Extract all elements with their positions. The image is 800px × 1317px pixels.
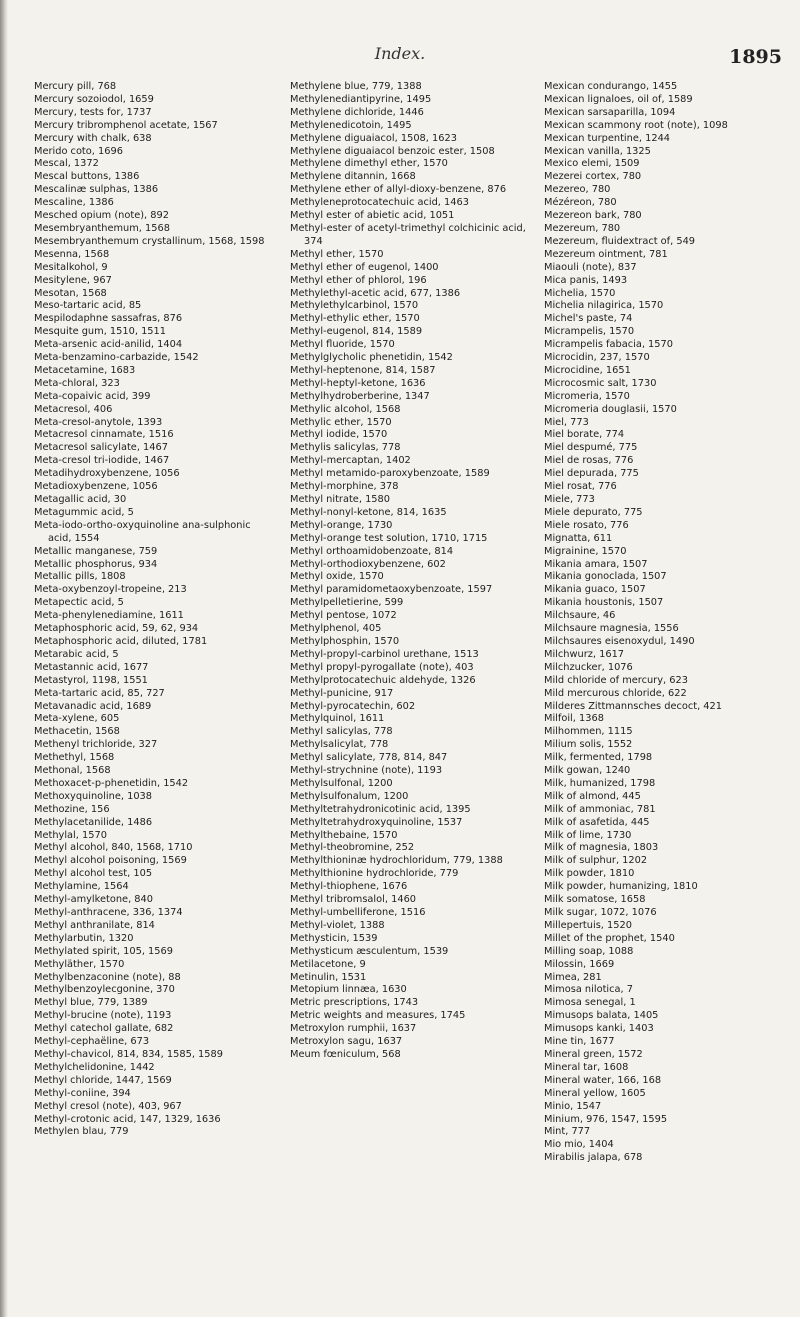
index-entry: Micrampelis fabacia, 1570 (544, 339, 673, 351)
index-entry: Methyl nitrate, 1580 (290, 494, 390, 505)
index-entry: Methyl iodide, 1570 (290, 429, 388, 441)
index-entry: Methyl metamido-paroxybenzoate, 1589 (290, 468, 490, 480)
index-entry: Mikania guaco, 1507 (544, 584, 646, 596)
index-entry: Methyl ether of phlorol, 196 (290, 274, 427, 286)
index-entry: Methyläther, 1570 (34, 958, 125, 970)
index-entry: Meta-xylene, 605 (34, 713, 120, 725)
index-entry: Milk of sulphur, 1202 (544, 855, 648, 867)
index-column-3 (544, 81, 782, 1165)
index-entry: Meso-tartaric acid, 85 (34, 300, 142, 312)
index-entry: Methylthioninæ hydrochloridum, 779, 1388 (290, 855, 503, 867)
index-entry: Metagummic acid, 5 (34, 506, 134, 518)
index-entry: Methylethylcarbinol, 1570 (290, 300, 419, 312)
index-entry: Methylarbutin, 1320 (34, 932, 134, 944)
running-header-title: Index. (374, 44, 426, 63)
index-entry: Methyl pentose, 1072 (290, 610, 397, 622)
index-entry: Miel de rosas, 776 (544, 455, 634, 467)
index-entry: Methylethyl-acetic acid, 677, 1386 (290, 287, 461, 299)
index-entry: Methyl ether, 1570 (290, 248, 384, 260)
index-entry: Mimosa senegal, 1 (544, 997, 636, 1009)
index-entry: Methyl-theobromine, 252 (290, 842, 415, 854)
index-entry: Methyl salicylate, 778, 814, 847 (290, 752, 448, 764)
scan-binding-edge (0, 0, 8, 1317)
index-entry: Mesitylene, 967 (34, 274, 112, 286)
index-entry: Methylthionine hydrochloride, 779 (290, 868, 459, 880)
index-entry: Mexican vanilla, 1325 (544, 145, 651, 157)
index-entry: Millet of the prophet, 1540 (544, 932, 675, 944)
index-entry: Milchsaures eisenoxydul, 1490 (544, 635, 695, 647)
index-column-2 (290, 81, 526, 1062)
index-entry: Metric weights and measures, 1745 (290, 1010, 466, 1022)
index-entry: Merido coto, 1696 (34, 145, 123, 157)
index-entry: Milchsaure, 46 (544, 610, 616, 622)
index-entry: Mezereum, fluidextract of, 549 (544, 235, 696, 247)
index-entry: Methoxyquinoline, 1038 (34, 790, 153, 802)
index-entry: Methyl anthranilate, 814 (34, 919, 155, 931)
index-entry: Mild chloride of mercury, 623 (544, 674, 688, 686)
index-entry: Metagallic acid, 30 (34, 494, 127, 505)
index-entry: Metacresol, 406 (34, 403, 113, 415)
index-entry: Mica panis, 1493 (544, 274, 628, 286)
index-entry: Milk, humanized, 1798 (544, 777, 656, 789)
index-entry: Methylene dichloride, 1446 (290, 106, 424, 118)
index-entry: Miele depurato, 775 (544, 506, 643, 518)
index-entry: Mescaline, 1386 (34, 197, 114, 209)
index-entry: Minio, 1547 (544, 1100, 602, 1112)
index-entry: Methyl cresol (note), 403, 967 (34, 1100, 182, 1112)
index-entry: Metadioxybenzene, 1056 (34, 481, 158, 493)
index-entry: Mexico elemi, 1509 (544, 158, 640, 170)
index-entry: Mézéreon, 780 (544, 197, 617, 209)
index-entry: Methyl blue, 779, 1389 (34, 997, 148, 1009)
index-entry: Methyl-chavicol, 814, 834, 1585, 1589 (34, 1048, 223, 1060)
index-entry: Mineral green, 1572 (544, 1048, 643, 1060)
index-entry: Mescal, 1372 (34, 158, 99, 170)
index-entry: Milossin, 1669 (544, 958, 615, 970)
index-entry: Minium, 976, 1547, 1595 (544, 1113, 668, 1125)
index-entry: Mercury pill, 768 (34, 81, 117, 92)
index-entry: Methylenediantipyrine, 1495 (290, 93, 432, 105)
index-entry: Mineral tar, 1608 (544, 1061, 629, 1073)
index-entry: Methysticum æsculentum, 1539 (290, 945, 449, 957)
index-entry: Methylglycholic phenetidin, 1542 (290, 352, 453, 364)
index-entry: Methozine, 156 (34, 803, 110, 815)
index-entry: Methyl tribromsalol, 1460 (290, 894, 417, 906)
index-entry: Methylsulfonal, 1200 (290, 777, 393, 789)
index-entry: Methylen blau, 779 (34, 1126, 129, 1138)
index-entry: Mezereo, 780 (544, 184, 611, 196)
index-entry: Methyl chloride, 1447, 1569 (34, 1074, 172, 1086)
index-entry: Methylquinol, 1611 (290, 713, 385, 725)
index-entry: Mikania amara, 1507 (544, 558, 648, 570)
index-entry: Milk somatose, 1658 (544, 894, 646, 906)
index-entry: Methylbenzoylecgonine, 370 (34, 984, 175, 996)
index-entry: Milk of lime, 1730 (544, 829, 632, 841)
index-entry: Metavanadic acid, 1689 (34, 700, 152, 712)
index-entry: Miel, 773 (544, 416, 589, 428)
index-entry: Microcosmic salt, 1730 (544, 377, 657, 389)
index-entry: Meta-cresol-anytole, 1393 (34, 416, 163, 428)
index-entry: Metilacetone, 9 (290, 958, 366, 970)
index-entry: Methylamine, 1564 (34, 881, 129, 893)
index-entry: Mineral yellow, 1605 (544, 1087, 646, 1099)
index-entry: Methenyl trichloride, 327 (34, 739, 158, 751)
index-entry: Metaphosphoric acid, 59, 62, 934 (34, 623, 199, 635)
index-entry: Miele, 773 (544, 494, 595, 505)
index-entry: Meta-cresol tri-iodide, 1467 (34, 455, 170, 467)
index-entry: Mesquite gum, 1510, 1511 (34, 326, 167, 338)
index-entry: Metopium linnæa, 1630 (290, 984, 407, 996)
index-entry: Methyl-eugenol, 814, 1589 (290, 326, 423, 338)
index-entry: Methyl-orthodioxybenzene, 602 (290, 558, 446, 570)
index-entry: Mild mercurous chloride, 622 (544, 687, 687, 699)
index-entry: Methylenedicotoin, 1495 (290, 119, 412, 131)
index-entry: Miel rosat, 776 (544, 481, 617, 493)
index-entry: Methyl fluoride, 1570 (290, 339, 395, 351)
index-entry: Metroxylon rumphii, 1637 (290, 1023, 417, 1035)
index-entry: Mescalinæ sulphas, 1386 (34, 184, 159, 196)
index-entry: Micrampelis, 1570 (544, 326, 635, 338)
index-entry: Methylhydroberberine, 1347 (290, 390, 430, 402)
index-entry: Methyl alcohol poisoning, 1569 (34, 855, 187, 867)
index-entry: Metallic phosphorus, 934 (34, 558, 158, 570)
index-entry: Miel despumé, 775 (544, 442, 638, 454)
index-entry: Mine tin, 1677 (544, 1036, 615, 1048)
index-entry: Methylis salicylas, 778 (290, 442, 401, 454)
index-entry: Metacetamine, 1683 (34, 364, 136, 376)
index-entry: Meta-iodo-ortho-oxyquinoline ana-sulphonic acid, 1554 (34, 519, 251, 544)
index-entry: Methyl salicylas, 778 (290, 726, 393, 738)
index-entry: Miel borate, 774 (544, 429, 625, 441)
index-entry: Mespilodaphne sassafras, 876 (34, 313, 183, 325)
index-entry: Methylsalicylat, 778 (290, 739, 389, 751)
index-entry: Methylene ditannin, 1668 (290, 171, 416, 183)
index-entry: Metastyrol, 1198, 1551 (34, 674, 148, 686)
index-entry: Methylene blue, 779, 1388 (290, 81, 422, 92)
index-entry: Methylated spirit, 105, 1569 (34, 945, 173, 957)
index-entry: Mexican scammony root (note), 1098 (544, 119, 728, 131)
index-entry: Methyl-punicine, 917 (290, 687, 394, 699)
index-entry: Methylphosphin, 1570 (290, 635, 400, 647)
index-entry: Micromeria douglasii, 1570 (544, 403, 677, 415)
index-entry: Methyl-cephaëline, 673 (34, 1036, 150, 1048)
index-entry: Methylprotocatechuic aldehyde, 1326 (290, 674, 476, 686)
index-entry: Metacresol salicylate, 1467 (34, 442, 168, 454)
index-entry: Methyl-heptenone, 814, 1587 (290, 364, 436, 376)
index-entry: Methyleneprotocatechuic acid, 1463 (290, 197, 469, 209)
index-entry: Metinulin, 1531 (290, 971, 367, 983)
index-entry: Methyl alcohol, 840, 1568, 1710 (34, 842, 193, 854)
index-entry: Metaphosphoric acid, diluted, 1781 (34, 635, 208, 647)
index-entry: Miel depurada, 775 (544, 468, 639, 480)
index-entry: Methylthebaine, 1570 (290, 829, 398, 841)
index-column-1 (34, 81, 270, 1139)
index-entry: Methyl oxide, 1570 (290, 571, 384, 583)
index-entry: Milling soap, 1088 (544, 945, 634, 957)
index-entry: Mezereum, 780 (544, 222, 621, 234)
index-entry: Methylphenol, 405 (290, 623, 382, 635)
index-entry: Mimusops kanki, 1403 (544, 1023, 654, 1035)
index-entry: Methyl ether of eugenol, 1400 (290, 261, 439, 273)
index-entry: Methylpelletierine, 599 (290, 597, 404, 609)
index-entry: Mikania houstonis, 1507 (544, 597, 664, 609)
index-entry: Methylacetanilide, 1486 (34, 816, 153, 828)
index-entry: Methylene dimethyl ether, 1570 (290, 158, 448, 170)
index-entry: Milchsaure magnesia, 1556 (544, 623, 679, 635)
index-entry: Metroxylon sagu, 1637 (290, 1036, 403, 1048)
index-entry: Methyl alcohol test, 105 (34, 868, 153, 880)
index-entry: Methyltetrahydronicotinic acid, 1395 (290, 803, 471, 815)
index-entry: Mescal buttons, 1386 (34, 171, 140, 183)
index-entry: Methyl-ethylic ether, 1570 (290, 313, 420, 325)
index-entry: Milk powder, humanizing, 1810 (544, 881, 698, 893)
index-entry: Methyl-violet, 1388 (290, 919, 385, 931)
index-entry: Mercury, tests for, 1737 (34, 106, 152, 118)
index-entry: Meta-phenylenediamine, 1611 (34, 610, 184, 622)
index-entry: Millepertuis, 1520 (544, 919, 632, 931)
index-entry: Mercury with chalk, 638 (34, 132, 152, 144)
index-entry: Methacetin, 1568 (34, 726, 120, 738)
index-entry: Methyl orthoamidobenzoate, 814 (290, 545, 454, 557)
index-entry: Microcidin, 237, 1570 (544, 352, 650, 364)
index-entry: Methyl-anthracene, 336, 1374 (34, 907, 183, 918)
index-entry: Mesotan, 1568 (34, 287, 107, 299)
index-entry: Milk gowan, 1240 (544, 765, 631, 777)
index-entry: Metastannic acid, 1677 (34, 661, 149, 673)
index-entry: Methylsulfonalum, 1200 (290, 790, 409, 802)
index-entry: Milderes Zittmannsches decoct, 421 (544, 700, 723, 712)
index-entry: Mesembryanthemum crystallinum, 1568, 1598 (34, 235, 265, 247)
index-entry: Milk, fermented, 1798 (544, 752, 653, 764)
index-entry: Mimosa nilotica, 7 (544, 984, 633, 996)
index-entry: Methyl-morphine, 378 (290, 481, 399, 493)
index-entry: Methyltetrahydroxyquinoline, 1537 (290, 816, 463, 828)
index-entry: Mexican condurango, 1455 (544, 81, 678, 92)
index-entry: Metadihydroxybenzene, 1056 (34, 468, 180, 480)
index-entry: Metallic pills, 1808 (34, 571, 126, 583)
index-entry: Methyl-brucine (note), 1193 (34, 1010, 172, 1022)
index-entry: Michelia, 1570 (544, 287, 616, 299)
index-entry: Methyl-strychnine (note), 1193 (290, 765, 443, 777)
index-entry: Mesched opium (note), 892 (34, 210, 169, 222)
index-entry: Miaouli (note), 837 (544, 261, 637, 273)
index-entry: Milchzucker, 1076 (544, 661, 633, 673)
index-entry: Mineral water, 166, 168 (544, 1074, 662, 1086)
index-entry: Methyl-orange, 1730 (290, 519, 393, 531)
index-entry: Milium solis, 1552 (544, 739, 633, 751)
index-entry: Methyl-crotonic acid, 147, 1329, 1636 (34, 1113, 221, 1125)
index-entry: Mirabilis jalapa, 678 (544, 1152, 643, 1164)
index-entry: Meta-arsenic acid-anilid, 1404 (34, 339, 183, 351)
index-entry: Meum fœniculum, 568 (290, 1048, 401, 1060)
index-entry: Milk of almond, 445 (544, 790, 641, 802)
index-entry: Mercury sozoiodol, 1659 (34, 93, 154, 105)
index-entry: Michel's paste, 74 (544, 313, 633, 325)
index-entry: Metric prescriptions, 1743 (290, 997, 419, 1009)
index-entry: Mexican lignaloes, oil of, 1589 (544, 93, 693, 105)
index-entry: Milhommen, 1115 (544, 726, 633, 738)
index-entry: Methyl-coniine, 394 (34, 1087, 131, 1099)
index-entry: Methethyl, 1568 (34, 752, 115, 764)
index-entry: Milk sugar, 1072, 1076 (544, 907, 657, 918)
index-entry: Mignatta, 611 (544, 532, 613, 544)
index-entry: Methyl-umbelliferone, 1516 (290, 907, 426, 918)
index-entry: Mesitalkohol, 9 (34, 261, 108, 273)
index-entry: Milk of asafetida, 445 (544, 816, 650, 828)
index-entry: Microcidine, 1651 (544, 364, 631, 376)
index-entry: Mexican sarsaparilla, 1094 (544, 106, 676, 118)
index-entry: Mezereum ointment, 781 (544, 248, 668, 260)
index-entry: Methylic alcohol, 1568 (290, 403, 401, 415)
index-entry: Michelia nilagirica, 1570 (544, 300, 664, 312)
index-entry: Metallic manganese, 759 (34, 545, 158, 557)
index-entry: Mint, 777 (544, 1126, 591, 1138)
index-entry: Meta-copaivic acid, 399 (34, 390, 151, 402)
index-entry: Methylic ether, 1570 (290, 416, 392, 428)
index-entry: Methoxacet-p-phenetidin, 1542 (34, 777, 189, 789)
index-entry: Methyl-orange test solution, 1710, 1715 (290, 532, 488, 544)
page-number: 1895 (729, 46, 782, 68)
index-entry: Methyl-pyrocatechin, 602 (290, 700, 416, 712)
index-entry: Mercury tribromphenol acetate, 1567 (34, 119, 218, 131)
index-entry: Milk of ammoniac, 781 (544, 803, 656, 815)
index-entry: Meta-benzamino-carbazide, 1542 (34, 352, 199, 364)
index-entry: Milk powder, 1810 (544, 868, 635, 880)
index-entry: Mimusops balata, 1405 (544, 1010, 659, 1022)
index-entry: Mexican turpentine, 1244 (544, 132, 671, 144)
index-entry: Methylal, 1570 (34, 829, 107, 841)
index-entry: Metacresol cinnamate, 1516 (34, 429, 174, 441)
index-entry: Methylene ether of allyl-dioxy-benzene, 876 (290, 184, 507, 196)
index-entry: Methyl catechol gallate, 682 (34, 1023, 174, 1035)
index-entry: Methyl ester of abietic acid, 1051 (290, 210, 455, 222)
index-entry: Metapectic acid, 5 (34, 597, 124, 609)
index-entry: Meta-tartaric acid, 85, 727 (34, 687, 165, 699)
index-entry: Methylchelidonine, 1442 (34, 1061, 155, 1073)
index-entry: Methyl-mercaptan, 1402 (290, 455, 411, 467)
index-entry: Methyl paramidometaoxybenzoate, 1597 (290, 584, 493, 596)
index-entry: Methyl-thiophene, 1676 (290, 881, 408, 893)
index-entry: Methysticin, 1539 (290, 932, 378, 944)
index-entry: Methyl-propyl-carbinol urethane, 1513 (290, 648, 479, 660)
index-entry: Milfoil, 1368 (544, 713, 604, 725)
index-entry: Methyl propyl-pyrogallate (note), 403 (290, 661, 474, 673)
index-entry: Mimea, 281 (544, 971, 602, 983)
index-entry: Methonal, 1568 (34, 765, 111, 777)
index-entry: Mesembryanthemum, 1568 (34, 222, 170, 234)
index-entry: Miele rosato, 776 (544, 519, 629, 531)
index-entry: Mio mio, 1404 (544, 1139, 614, 1151)
index-entry: Meta-chloral, 323 (34, 377, 120, 389)
index-entry: Mikania gonoclada, 1507 (544, 571, 667, 583)
index-entry: Methyl-ester of acetyl-trimethyl colchicinic acid, 374 (290, 222, 526, 247)
index-entry: Methylbenzaconine (note), 88 (34, 971, 181, 983)
index-entry: Milk of magnesia, 1803 (544, 842, 659, 854)
index-entry: Migrainine, 1570 (544, 545, 627, 557)
index-entry: Mezereon bark, 780 (544, 210, 642, 222)
index-entry: Methyl-nonyl-ketone, 814, 1635 (290, 506, 447, 518)
index-entry: Methylene diguaiacol benzoic ester, 1508 (290, 145, 495, 157)
index-entry: Methylene diguaiacol, 1508, 1623 (290, 132, 457, 144)
index-entry: Methyl-amylketone, 840 (34, 894, 154, 906)
index-entry: Mezerei cortex, 780 (544, 171, 642, 183)
index-entry: Meta-oxybenzoyl-tropeine, 213 (34, 584, 187, 596)
index-entry: Milchwurz, 1617 (544, 648, 625, 660)
index-entry: Metarabic acid, 5 (34, 648, 119, 660)
index-entry: Methyl-heptyl-ketone, 1636 (290, 377, 426, 389)
index-entry: Micromeria, 1570 (544, 390, 630, 402)
index-entry: Mesenna, 1568 (34, 248, 110, 260)
